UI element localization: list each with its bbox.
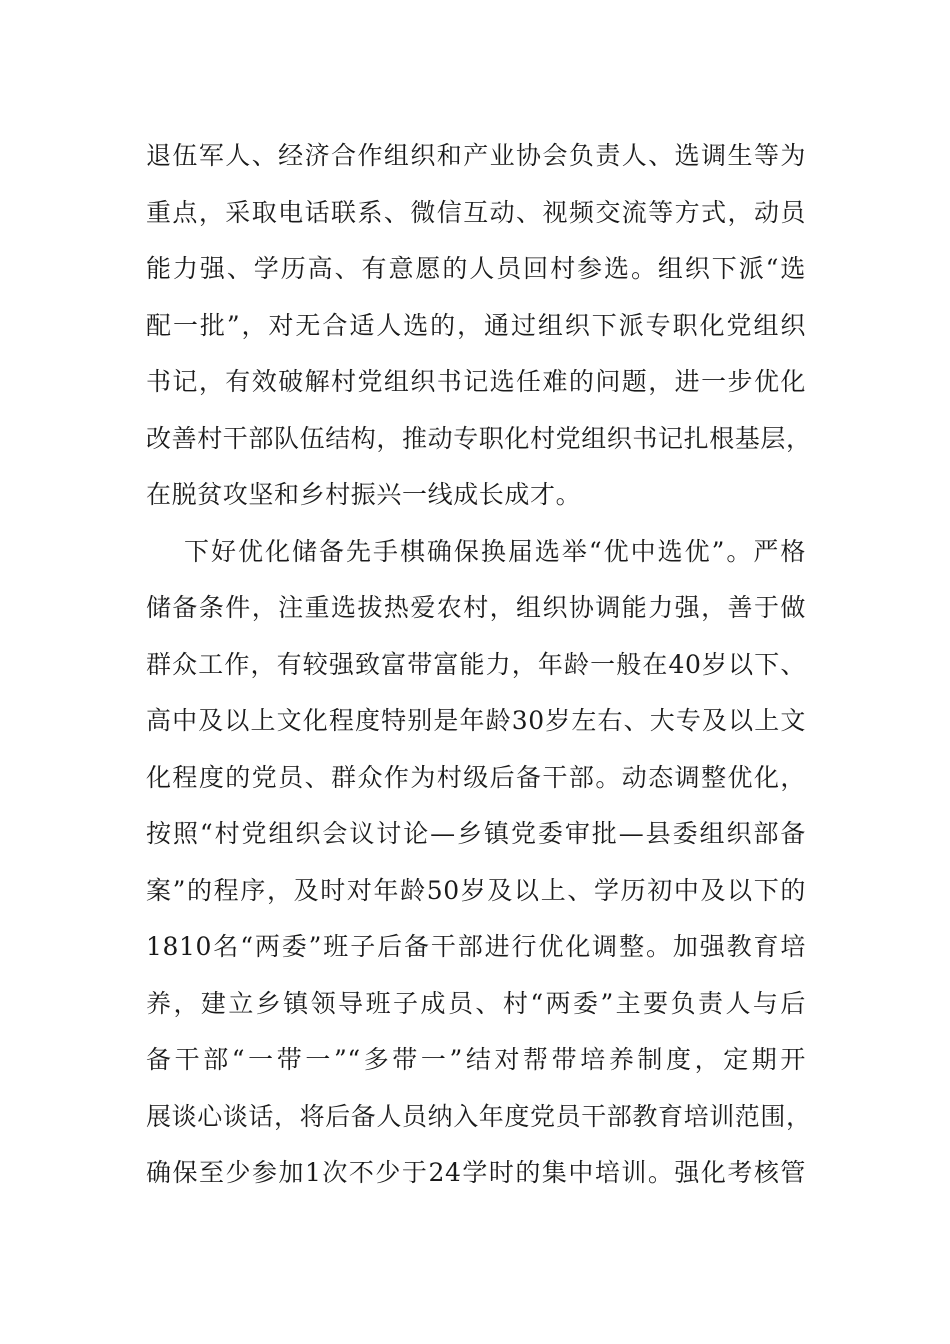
text-line: 退伍军人、经济合作组织和产业协会负责人、选调生等为 xyxy=(146,141,806,170)
text-line: 群众工作，有较强致富带富能力，年龄一般在40岁以下、 xyxy=(146,649,806,679)
text-line: 备干部“一带一”“多带一”结对帮带培养制度，定期开 xyxy=(146,1045,806,1074)
text-line: 重点，采取电话联系、微信互动、视频交流等方式，动员 xyxy=(146,197,806,227)
text-line: 1810名“两委”班子后备干部进行优化调整。加强教育培 xyxy=(146,932,806,961)
text-line: 在脱贫攻坚和乡村振兴一线成长成才。 xyxy=(146,480,582,509)
paragraph-heading-line: 下好优化储备先手棋确保换届选举“优中选优”。严格 xyxy=(184,536,806,566)
text-line: 能力强、学历高、有意愿的人员回村参选。组织下派“选 xyxy=(146,254,806,283)
document-body xyxy=(146,128,812,1202)
text-line: 按照“村党组织会议讨论—乡镇党委审批—县委组织部备 xyxy=(146,819,806,848)
text-line: 配一批”，对无合适人选的，通过组织下派专职化党组织 xyxy=(146,310,806,340)
text-line: 储备条件，注重选拔热爱农村，组织协调能力强，善于做 xyxy=(146,593,806,622)
text-line: 养，建立乡镇领导班子成员、村“两委”主要负责人与后 xyxy=(146,988,806,1018)
text-line: 书记，有效破解村党组织书记选任难的问题，进一步优化 xyxy=(146,367,806,396)
text-line: 案”的程序，及时对年龄50岁及以上、学历初中及以下的 xyxy=(146,875,806,905)
text-line: 高中及以上文化程度特别是年龄30岁左右、大专及以上文 xyxy=(146,706,806,735)
text-line: 化程度的党员、群众作为村级后备干部。动态调整优化， xyxy=(146,762,806,792)
text-line: 确保至少参加1次不少于24学时的集中培训。强化考核管 xyxy=(146,1158,806,1187)
text-line: 改善村干部队伍结构，推动专职化村党组织书记扎根基层， xyxy=(146,423,812,453)
text-line: 展谈心谈话，将后备人员纳入年度党员干部教育培训范围， xyxy=(146,1101,812,1131)
